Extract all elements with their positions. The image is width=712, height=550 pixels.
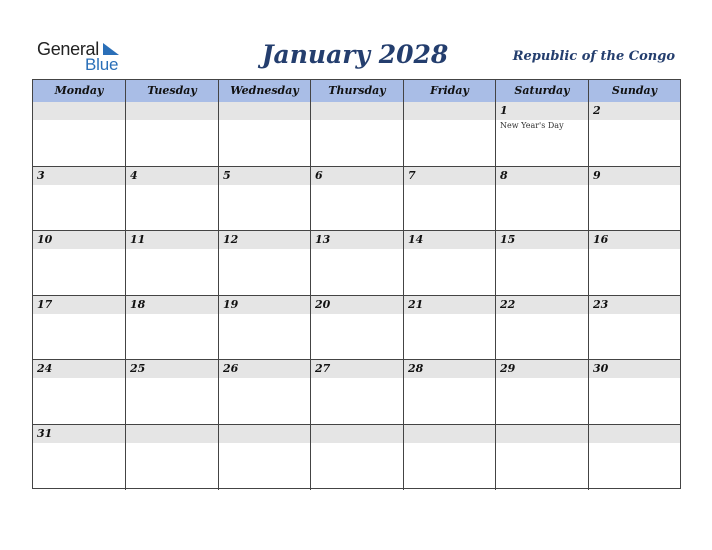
day-cell-24[interactable]	[33, 360, 125, 424]
day-number: 1	[500, 104, 508, 117]
day-number-band	[311, 102, 403, 120]
day-number-band	[311, 167, 403, 185]
day-number: 18	[130, 297, 146, 311]
day-number-band	[496, 167, 588, 185]
day-number-band	[404, 167, 495, 185]
day-number: 28	[408, 362, 424, 376]
day-cell-empty[interactable]	[33, 102, 125, 166]
day-number: 4	[130, 168, 138, 182]
day-cell-26[interactable]	[218, 360, 310, 424]
day-number: 9	[593, 168, 601, 182]
logo-text-general: General	[37, 39, 99, 59]
day-cell-29[interactable]	[495, 360, 588, 424]
calendar-title: January 2028	[261, 40, 449, 69]
day-cell-16[interactable]	[588, 231, 680, 295]
day-number: 5	[223, 168, 231, 182]
weekday-wednesday: Wednesday	[218, 80, 310, 102]
day-number: 12	[223, 233, 239, 247]
day-number-band	[219, 167, 310, 185]
day-cell-empty[interactable]	[403, 425, 495, 490]
week-row	[33, 231, 680, 296]
weekday-header-row	[33, 80, 680, 103]
day-cell-14[interactable]	[403, 231, 495, 295]
day-cell-30[interactable]	[588, 360, 680, 424]
day-number: 7	[408, 168, 416, 182]
day-number-band	[33, 102, 125, 120]
day-number: 23	[593, 297, 609, 311]
day-number: 22	[500, 297, 516, 311]
day-cell-5[interactable]	[218, 167, 310, 231]
day-cell-21[interactable]	[403, 296, 495, 360]
day-number-band	[311, 425, 403, 443]
day-number-band	[589, 425, 680, 443]
day-number-band	[126, 102, 218, 120]
day-number: 8	[500, 168, 508, 182]
day-number: 24	[37, 362, 53, 376]
day-number-band	[404, 425, 495, 443]
weekday-sunday: Sunday	[588, 80, 680, 102]
day-number: 21	[408, 297, 424, 311]
day-number: 30	[593, 362, 609, 376]
day-number: 15	[500, 233, 516, 247]
day-number-band	[404, 102, 495, 120]
day-number-band	[589, 102, 680, 120]
day-cell-empty[interactable]	[310, 102, 403, 166]
day-cell-1[interactable]	[495, 102, 588, 166]
day-number: 2	[593, 104, 601, 117]
day-cell-9[interactable]	[588, 167, 680, 231]
week-row	[33, 425, 680, 490]
day-cell-7[interactable]	[403, 167, 495, 231]
day-number: 17	[37, 297, 53, 311]
day-number-band	[219, 102, 310, 120]
day-number: 16	[593, 233, 609, 247]
logo-text-blue: Blue	[85, 55, 119, 74]
day-cell-19[interactable]	[218, 296, 310, 360]
day-cell-15[interactable]	[495, 231, 588, 295]
day-cell-empty[interactable]	[588, 425, 680, 490]
week-row	[33, 167, 680, 232]
day-number: 13	[315, 233, 331, 247]
day-cell-empty[interactable]	[125, 102, 218, 166]
day-cell-4[interactable]	[125, 167, 218, 231]
day-cell-8[interactable]	[495, 167, 588, 231]
weekday-thursday: Thursday	[310, 80, 403, 102]
day-number: 6	[315, 168, 323, 182]
day-cell-2[interactable]	[588, 102, 680, 166]
day-number: 31	[37, 427, 53, 440]
day-cell-6[interactable]	[310, 167, 403, 231]
day-number: 27	[315, 362, 331, 376]
calendar-grid	[32, 79, 681, 489]
day-cell-27[interactable]	[310, 360, 403, 424]
day-cell-empty[interactable]	[218, 425, 310, 490]
weekday-tuesday: Tuesday	[125, 80, 218, 102]
day-cell-18[interactable]	[125, 296, 218, 360]
day-cell-3[interactable]	[33, 167, 125, 231]
day-cell-empty[interactable]	[495, 425, 588, 490]
day-number-band	[496, 102, 588, 120]
weekday-monday: Monday	[54, 84, 104, 97]
day-cell-12[interactable]	[218, 231, 310, 295]
day-cell-28[interactable]	[403, 360, 495, 424]
day-cell-31[interactable]	[33, 425, 125, 490]
day-number: 19	[223, 297, 239, 311]
day-number: 14	[408, 233, 424, 247]
day-number: 26	[223, 362, 239, 376]
holiday-label: New Year's Day	[500, 121, 564, 130]
day-cell-empty[interactable]	[125, 425, 218, 490]
generalblue-logo	[37, 39, 127, 75]
day-number-band	[126, 425, 218, 443]
day-number: 29	[500, 362, 516, 376]
day-cell-23[interactable]	[588, 296, 680, 360]
day-cell-20[interactable]	[310, 296, 403, 360]
day-cell-empty[interactable]	[310, 425, 403, 490]
day-cell-10[interactable]	[33, 231, 125, 295]
day-number-band	[589, 167, 680, 185]
day-cell-17[interactable]	[33, 296, 125, 360]
logo-triangle-icon	[101, 41, 121, 57]
day-number: 11	[130, 233, 146, 247]
day-number-band	[219, 425, 310, 443]
day-cell-13[interactable]	[310, 231, 403, 295]
day-number-band	[496, 425, 588, 443]
day-cell-empty[interactable]	[218, 102, 310, 166]
day-number-band	[126, 167, 218, 185]
day-cell-22[interactable]	[495, 296, 588, 360]
week-row	[33, 360, 680, 425]
day-cell-empty[interactable]	[403, 102, 495, 166]
day-number: 20	[315, 297, 331, 311]
day-cell-25[interactable]	[125, 360, 218, 424]
weekday-friday: Friday	[403, 80, 495, 102]
week-row	[33, 296, 680, 361]
day-number: 25	[130, 362, 146, 376]
day-number-band	[33, 167, 125, 185]
day-number: 10	[37, 233, 53, 247]
weekday-saturday: Saturday	[495, 80, 588, 102]
day-cell-11[interactable]	[125, 231, 218, 295]
week-row	[33, 102, 680, 167]
country-name: Republic of the Congo	[512, 49, 675, 64]
day-number: 3	[37, 168, 45, 182]
